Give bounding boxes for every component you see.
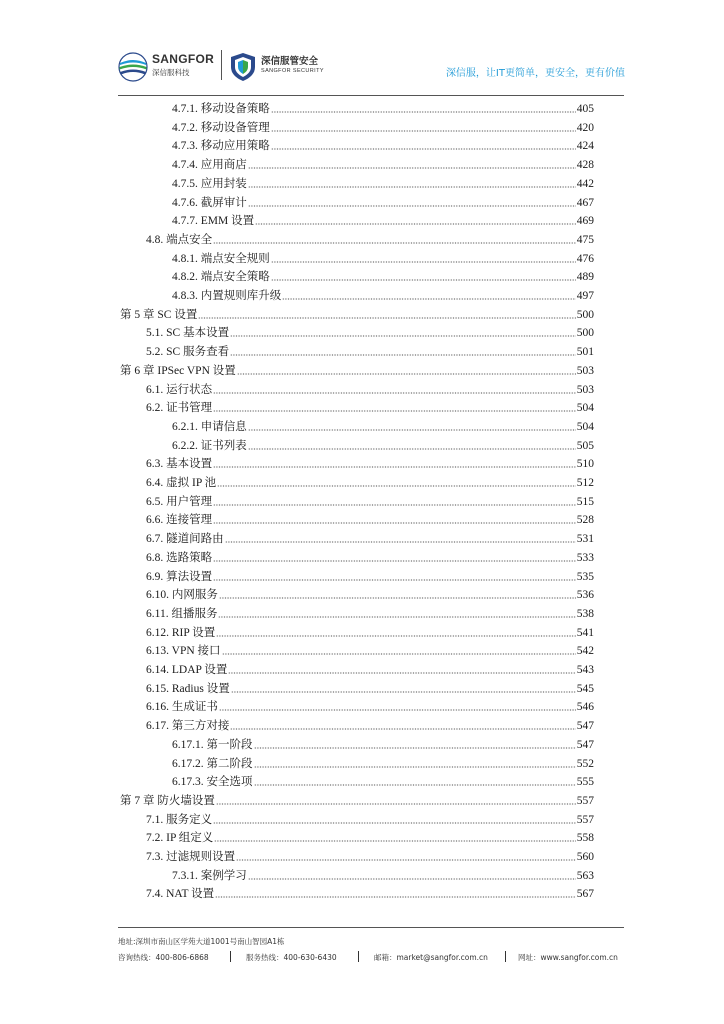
globe-logo-icon (118, 52, 148, 82)
toc-row (0, 753, 724, 771)
toc-row (0, 640, 724, 658)
toc-leader-dots (248, 869, 576, 880)
toc-leader-dots (225, 532, 576, 543)
toc-page-number: 497 (576, 290, 594, 302)
toc-entry-level-3[interactable] (172, 416, 594, 434)
toc-row (0, 98, 724, 116)
logo-divider (221, 50, 222, 80)
toc-leader-dots (248, 439, 576, 450)
toc-title: 6.11. 组播服务 (146, 607, 218, 620)
toc-title: 4.7.2. 移动设备管理 (172, 121, 270, 134)
toc-row (0, 154, 724, 172)
toc-entry-level-3[interactable] (172, 771, 594, 789)
toc-leader-dots (254, 738, 576, 749)
toc-row (0, 229, 724, 247)
toc-page-number: 545 (576, 682, 594, 695)
footer-divider (505, 951, 506, 962)
toc-page-number: 475 (576, 233, 594, 246)
toc-page-number: 428 (576, 159, 594, 172)
toc-leader-dots (219, 588, 576, 599)
toc-title: 第 7 章 防火墙设置 (120, 794, 215, 807)
toc-row (0, 715, 724, 733)
toc-leader-dots (230, 326, 576, 337)
toc-row (0, 248, 724, 266)
toc-row (0, 210, 724, 228)
toc-title: 6.17.2. 第二阶段 (172, 757, 253, 770)
toc-title: 7.2. IP 组定义 (146, 832, 214, 845)
toc-title: 5.2. SC 服务查看 (146, 346, 230, 359)
page-footer (118, 930, 628, 970)
toc-entry-level-2[interactable] (146, 397, 594, 415)
brand2-subname: SANGFOR SECURITY (261, 68, 324, 74)
toc-leader-dots (213, 383, 576, 394)
toc-leader-dots (222, 644, 576, 655)
toc-row (0, 304, 724, 322)
toc-row (0, 266, 724, 284)
toc-title: 7.3. 过滤规则设置 (146, 851, 236, 863)
toc-entry-level-2[interactable] (146, 809, 594, 827)
footer-consult-hotline: 咨询热线：400-806-6868 (118, 953, 209, 962)
toc-leader-dots (271, 252, 576, 263)
toc-leader-dots (230, 719, 575, 730)
toc-title: 第 5 章 SC 设置 (120, 308, 198, 321)
toc-entry-level-2[interactable] (146, 696, 594, 714)
toc-entry-level-2[interactable] (146, 322, 594, 340)
toc-page-number: 469 (576, 215, 594, 228)
toc-leader-dots (213, 495, 576, 506)
footer-service-hotline: 服务热线：400-630-6430 (246, 953, 337, 962)
toc-leader-dots (230, 345, 576, 356)
toc-row (0, 397, 724, 415)
toc-entry-level-2[interactable] (146, 528, 594, 546)
toc-row (0, 790, 724, 808)
toc-entry-level-2[interactable] (146, 659, 594, 677)
toc-title: 5.1. SC 基本设置 (146, 327, 230, 340)
toc-row (0, 453, 724, 471)
toc-title: 6.10. 内网服务 (146, 589, 218, 602)
toc-leader-dots (231, 682, 576, 693)
toc-row (0, 883, 724, 901)
toc-page-number: 501 (576, 346, 594, 359)
footer-rule (118, 927, 624, 928)
toc-page-number: 542 (576, 645, 594, 658)
toc-title: 6.9. 算法设置 (146, 570, 213, 583)
toc-entry-level-3[interactable] (172, 117, 594, 135)
toc-entry-level-2[interactable] (146, 229, 594, 247)
toc-row (0, 865, 724, 883)
toc-title: 6.1. 运行状态 (146, 383, 213, 396)
toc-page-number: 424 (576, 140, 594, 153)
toc-page-number: 538 (576, 607, 594, 620)
sangfor-logo (118, 50, 218, 84)
toc-row (0, 472, 724, 490)
toc-title: 7.1. 服务定义 (146, 813, 213, 826)
toc-row (0, 322, 724, 340)
toc-entry-level-2[interactable] (146, 379, 594, 397)
toc-row (0, 379, 724, 397)
toc-row (0, 135, 724, 153)
toc-entry-level-2[interactable] (146, 715, 594, 733)
toc-entry-level-3[interactable] (172, 285, 594, 303)
toc-page-number: 536 (576, 589, 594, 602)
toc-leader-dots (213, 570, 576, 581)
toc-row (0, 566, 724, 584)
toc-leader-dots (228, 663, 575, 674)
toc-leader-dots (237, 364, 576, 375)
toc-page-number: 512 (576, 477, 594, 489)
toc-row (0, 416, 724, 434)
toc-title: 6.17.1. 第一阶段 (172, 738, 253, 751)
toc-page-number: 552 (576, 757, 594, 770)
toc-title: 6.17.3. 安全选项 (172, 776, 253, 789)
toc-page-number: 504 (576, 402, 594, 415)
toc-leader-dots (213, 401, 576, 412)
toc-title: 6.13. VPN 接口 (146, 645, 221, 658)
toc-entry-level-3[interactable] (172, 753, 594, 771)
toc-page-number: 558 (576, 832, 594, 845)
toc-entry-level-3[interactable] (172, 248, 594, 266)
toc-entry-level-1[interactable] (120, 790, 594, 808)
toc-title: 6.14. LDAP 设置 (146, 664, 228, 676)
toc-leader-dots (271, 102, 576, 113)
toc-title: 4.7.3. 移动应用策略 (172, 140, 270, 153)
toc-page-number: 515 (576, 495, 594, 508)
toc-page-number: 505 (576, 439, 594, 452)
toc-page-number: 535 (576, 570, 594, 583)
toc-entry-level-2[interactable] (146, 341, 594, 359)
toc-entry-level-3[interactable] (172, 435, 594, 453)
toc-page-number: 503 (576, 364, 594, 377)
toc-row (0, 827, 724, 845)
toc-leader-dots (271, 139, 576, 150)
shield-logo-icon (230, 52, 256, 82)
toc-entry-level-2[interactable] (146, 566, 594, 584)
toc-page-number: 533 (576, 551, 594, 564)
toc-leader-dots (248, 196, 576, 207)
toc-leader-dots (254, 775, 576, 786)
toc-page-number: 504 (576, 420, 594, 433)
toc-title: 4.8.1. 端点安全规则 (172, 252, 270, 265)
toc-page-number: 547 (576, 720, 594, 733)
toc-title: 4.7.1. 移动设备策略 (172, 103, 270, 115)
toc-row (0, 341, 724, 359)
toc-page-number: 541 (576, 626, 594, 639)
toc-page-number: 531 (576, 533, 594, 546)
toc-title: 7.3.1. 案例学习 (172, 869, 247, 882)
toc-row (0, 846, 724, 864)
brand-subname: 深信服科技 (152, 68, 190, 77)
toc-title: 6.16. 生成证书 (146, 701, 218, 714)
toc-leader-dots (254, 757, 576, 768)
toc-entry-level-3[interactable] (172, 98, 594, 116)
toc-entry-level-2[interactable] (146, 584, 594, 602)
toc-page-number: 467 (576, 196, 594, 209)
toc-row (0, 696, 724, 714)
toc-leader-dots (219, 700, 576, 711)
toc-page-number: 405 (576, 103, 594, 115)
toc-page-number: 500 (576, 308, 594, 321)
toc-row (0, 622, 724, 640)
toc-title: 4.7.7. EMM 设置 (172, 215, 255, 228)
toc-row (0, 285, 724, 303)
footer-divider (230, 951, 231, 962)
toc-leader-dots (216, 794, 576, 805)
toc-leader-dots (214, 831, 575, 842)
toc-title: 4.8. 端点安全 (146, 233, 213, 246)
toc-page-number: 547 (576, 738, 594, 751)
toc-title: 6.6. 连接管理 (146, 514, 213, 527)
toc-title: 6.15. Radius 设置 (146, 682, 230, 695)
toc-row (0, 491, 724, 509)
toc-entry-level-2[interactable] (146, 640, 594, 658)
toc-title: 第 6 章 IPSec VPN 设置 (120, 364, 236, 377)
toc-title: 6.2.1. 申请信息 (172, 420, 247, 433)
toc-leader-dots (218, 607, 575, 618)
table-of-contents (0, 96, 724, 912)
toc-entry-level-3[interactable] (172, 210, 594, 228)
toc-entry-level-3[interactable] (172, 865, 594, 883)
toc-title: 6.17. 第三方对接 (146, 720, 230, 733)
toc-title: 6.12. RIP 设置 (146, 626, 216, 639)
toc-leader-dots (215, 887, 576, 898)
toc-title: 4.7.6. 截屏审计 (172, 196, 247, 209)
toc-page-number: 510 (576, 458, 594, 471)
toc-entry-level-3[interactable] (172, 173, 594, 191)
toc-page-number: 557 (576, 813, 594, 826)
toc-title: 4.7.5. 应用封装 (172, 177, 247, 190)
toc-row (0, 435, 724, 453)
toc-page-number: 560 (576, 851, 594, 863)
toc-entry-level-2[interactable] (146, 678, 594, 696)
toc-entry-level-2[interactable] (146, 547, 594, 565)
toc-page-number: 528 (576, 514, 594, 527)
toc-leader-dots (282, 289, 576, 300)
toc-leader-dots (236, 850, 576, 861)
toc-title: 4.7.4. 应用商店 (172, 159, 247, 172)
toc-title: 4.8.2. 端点安全策略 (172, 271, 270, 284)
toc-page-number: 563 (576, 869, 594, 882)
toc-leader-dots (213, 551, 576, 562)
toc-leader-dots (213, 513, 576, 524)
toc-page-number: 546 (576, 701, 594, 714)
toc-leader-dots (248, 158, 576, 169)
toc-entry-level-1[interactable] (120, 360, 594, 378)
toc-leader-dots (216, 626, 576, 637)
toc-entry-level-2[interactable] (146, 846, 594, 864)
toc-title: 6.4. 虚拟 IP 池 (146, 477, 217, 489)
toc-page-number: 476 (576, 252, 594, 265)
toc-row (0, 603, 724, 621)
header-slogan: 深信服，让IT更简单，更安全，更有价值 (445, 68, 625, 79)
toc-entry-level-2[interactable] (146, 491, 594, 509)
toc-row (0, 734, 724, 752)
toc-title: 7.4. NAT 设置 (146, 888, 215, 901)
toc-page-number: 442 (576, 177, 594, 190)
toc-entry-level-2[interactable] (146, 472, 594, 490)
toc-entry-level-2[interactable] (146, 509, 594, 527)
footer-email[interactable]: 邮箱：market@sangfor.com.cn (374, 953, 488, 962)
toc-entry-level-3[interactable] (172, 135, 594, 153)
toc-page-number: 543 (576, 664, 594, 676)
toc-row (0, 584, 724, 602)
toc-entry-level-3[interactable] (172, 266, 594, 284)
toc-row (0, 528, 724, 546)
toc-page-number: 555 (576, 776, 594, 789)
toc-page-number: 503 (576, 383, 594, 396)
toc-entry-level-2[interactable] (146, 622, 594, 640)
toc-entry-level-1[interactable] (120, 304, 594, 322)
sangfor-security-logo (230, 50, 340, 84)
toc-entry-level-2[interactable] (146, 827, 594, 845)
brand2-name: 深信服管安全 (261, 56, 319, 67)
toc-leader-dots (255, 214, 576, 225)
toc-row (0, 192, 724, 210)
toc-entry-level-3[interactable] (172, 734, 594, 752)
toc-entry-level-3[interactable] (172, 154, 594, 172)
toc-row (0, 360, 724, 378)
page-header (0, 0, 724, 96)
toc-row (0, 547, 724, 565)
toc-entry-level-2[interactable] (146, 603, 594, 621)
toc-row (0, 509, 724, 527)
toc-leader-dots (213, 813, 576, 824)
toc-leader-dots (217, 476, 576, 487)
footer-website[interactable]: 网址：www.sangfor.com.cn (518, 953, 618, 962)
toc-title: 6.8. 选路策略 (146, 551, 213, 564)
toc-page-number: 489 (576, 271, 594, 284)
toc-leader-dots (271, 270, 576, 281)
toc-page-number: 567 (576, 888, 594, 901)
toc-leader-dots (198, 308, 575, 319)
toc-page-number: 500 (576, 327, 594, 340)
toc-row (0, 771, 724, 789)
toc-leader-dots (271, 121, 576, 132)
brand-name: SANGFOR (152, 52, 215, 66)
toc-entry-level-3[interactable] (172, 192, 594, 210)
footer-divider (358, 951, 359, 962)
toc-leader-dots (213, 233, 576, 244)
toc-leader-dots (213, 457, 576, 468)
toc-title: 6.3. 基本设置 (146, 458, 213, 471)
toc-title: 6.7. 隧道间路由 (146, 533, 224, 546)
toc-row (0, 678, 724, 696)
toc-row (0, 809, 724, 827)
toc-page-number: 557 (576, 794, 594, 807)
toc-leader-dots (248, 420, 576, 431)
toc-entry-level-2[interactable] (146, 883, 594, 901)
toc-leader-dots (248, 177, 576, 188)
toc-title: 6.2.2. 证书列表 (172, 439, 247, 452)
toc-row (0, 117, 724, 135)
toc-row (0, 173, 724, 191)
footer-address: 地址:深圳市南山区学苑大道1001号南山智园A1栋 (118, 937, 285, 946)
toc-title: 6.5. 用户管理 (146, 495, 213, 508)
toc-title: 4.8.3. 内置规则库升级 (172, 290, 282, 302)
toc-title: 6.2. 证书管理 (146, 402, 213, 415)
toc-row (0, 659, 724, 677)
toc-page-number: 420 (576, 121, 594, 134)
toc-entry-level-2[interactable] (146, 453, 594, 471)
